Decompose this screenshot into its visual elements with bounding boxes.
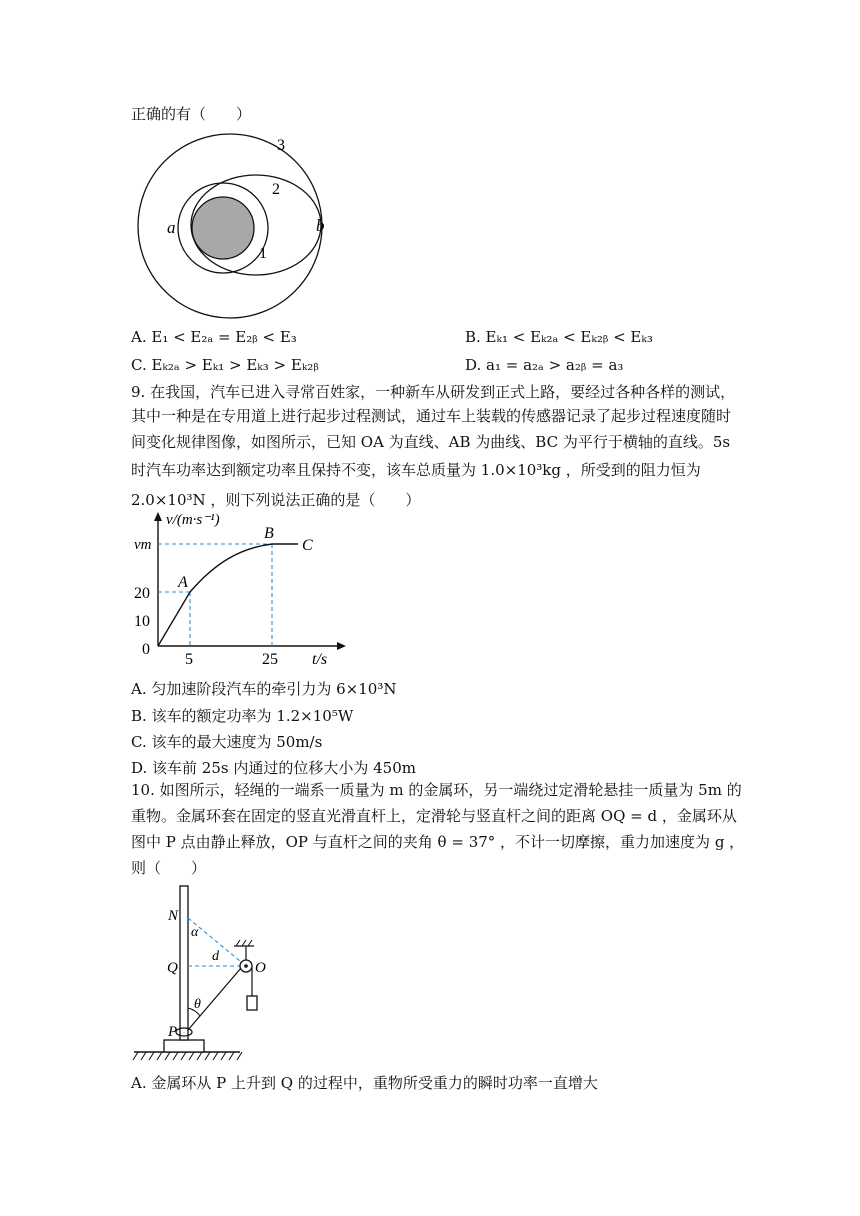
q8-option-d[interactable]: D. a₁ = a₂ₐ > a₂ᵦ = a₃ bbox=[465, 356, 624, 374]
q9-stem-line-5: 2.0×10³N ，则下列说法正确的是（ ） bbox=[131, 491, 421, 509]
q8-option-b[interactable]: B. Eₖ₁ < Eₖ₂ₐ < Eₖ₂ᵦ < Eₖ₃ bbox=[465, 328, 653, 346]
q10-option-a[interactable]: A. 金属环从 P 上升到 Q 的过程中，重物所受重力的瞬时功率一直增大 bbox=[131, 1074, 598, 1092]
velocity-time-graph bbox=[130, 508, 350, 668]
vm-label: vm bbox=[134, 537, 152, 553]
q9-option-c[interactable]: C. 该车的最大速度为 50m/s bbox=[131, 733, 323, 751]
q9-stem-line-3: 间变化规律图像，如图所示，已知 OA 为直线、AB 为曲线、BC 为平行于横轴的直线。5s bbox=[131, 433, 731, 451]
hanging-weight bbox=[247, 996, 257, 1010]
pulley-diagram bbox=[130, 880, 266, 1066]
q10-stem-line-4: 则（ ） bbox=[131, 859, 207, 877]
q8-option-c[interactable]: C. Eₖ₂ₐ > Eₖ₁ > Eₖ₃ > Eₖ₂ᵦ bbox=[131, 356, 319, 374]
x-axis-arrow bbox=[337, 642, 346, 650]
y-axis-label: v/(m·s⁻¹) bbox=[166, 512, 220, 528]
ceiling-hatch bbox=[236, 940, 252, 946]
origin-label: 0 bbox=[142, 641, 150, 658]
vertical-rod bbox=[180, 886, 188, 1040]
y-tick-10: 10 bbox=[134, 613, 150, 630]
label-p: P bbox=[168, 1024, 178, 1040]
planet bbox=[192, 197, 254, 259]
q9-option-a[interactable]: A. 匀加速阶段汽车的牵引力为 6×10³N bbox=[131, 680, 397, 698]
x-axis-label: t/s bbox=[312, 651, 328, 668]
orbit-2-label: 2 bbox=[272, 181, 280, 198]
label-n: N bbox=[168, 908, 179, 924]
orbit-1-label: 1 bbox=[259, 245, 267, 262]
point-b-label: B bbox=[264, 525, 274, 542]
label-alpha: α bbox=[191, 925, 199, 940]
point-a-label: a bbox=[167, 218, 176, 237]
label-theta: θ bbox=[194, 997, 201, 1012]
pulley-axle bbox=[244, 964, 248, 968]
point-b-label: b bbox=[316, 216, 325, 235]
label-q: Q bbox=[167, 960, 178, 976]
q9-option-b[interactable]: B. 该车的额定功率为 1.2×10⁵W bbox=[131, 707, 354, 725]
q10-stem-line-1: 10. 如图所示，轻绳的一端系一质量为 m 的金属环，另一端绕过定滑轮悬挂一质量为 5m 的 bbox=[131, 781, 742, 799]
q10-stem-line-3: 图中 P 点由静止释放，OP 与直杆之间的夹角 θ = 37° ，不计一切摩擦，重力加速度为 g ， bbox=[131, 833, 745, 851]
rod-base bbox=[164, 1040, 204, 1052]
ground-hatch bbox=[133, 1052, 242, 1060]
q9-stem-line-1: 9. 在我国，汽车已进入寻常百姓家，一种新车从研发到正式上路，要经过各种各样的测试， bbox=[131, 383, 736, 401]
y-axis-arrow bbox=[154, 512, 162, 521]
x-tick-25: 25 bbox=[262, 651, 278, 668]
orbit-diagram bbox=[130, 132, 340, 322]
q8-option-a[interactable]: A. E₁ < E₂ₐ = E₂ᵦ < E₃ bbox=[131, 328, 297, 346]
point-c-label: C bbox=[302, 537, 313, 554]
q9-stem-line-4: 时汽车功率达到额定功率且保持不变，该车总质量为 1.0×10³kg ，所受到的阻力恒为 bbox=[131, 461, 701, 479]
orbit-3-label: 3 bbox=[277, 137, 285, 154]
q10-stem-line-2: 重物。金属环套在固定的竖直光滑直杆上，定滑轮与竖直杆之间的距离 OQ = d ，金属环从 bbox=[131, 807, 737, 825]
x-tick-5: 5 bbox=[185, 651, 193, 668]
q9-stem-line-2: 其中一种是在专用道上进行起步过程测试，通过车上装载的传感器记录了起步过程速度随时 bbox=[131, 407, 732, 425]
y-tick-20: 20 bbox=[134, 585, 150, 602]
q8-stem-tail: 正确的有（ ） bbox=[131, 105, 252, 123]
q9-option-d[interactable]: D. 该车前 25s 内通过的位移大小为 450m bbox=[131, 759, 416, 777]
label-o: O bbox=[255, 960, 266, 976]
label-d: d bbox=[212, 949, 219, 964]
velocity-curve bbox=[158, 544, 298, 646]
point-a-label: A bbox=[178, 574, 188, 591]
